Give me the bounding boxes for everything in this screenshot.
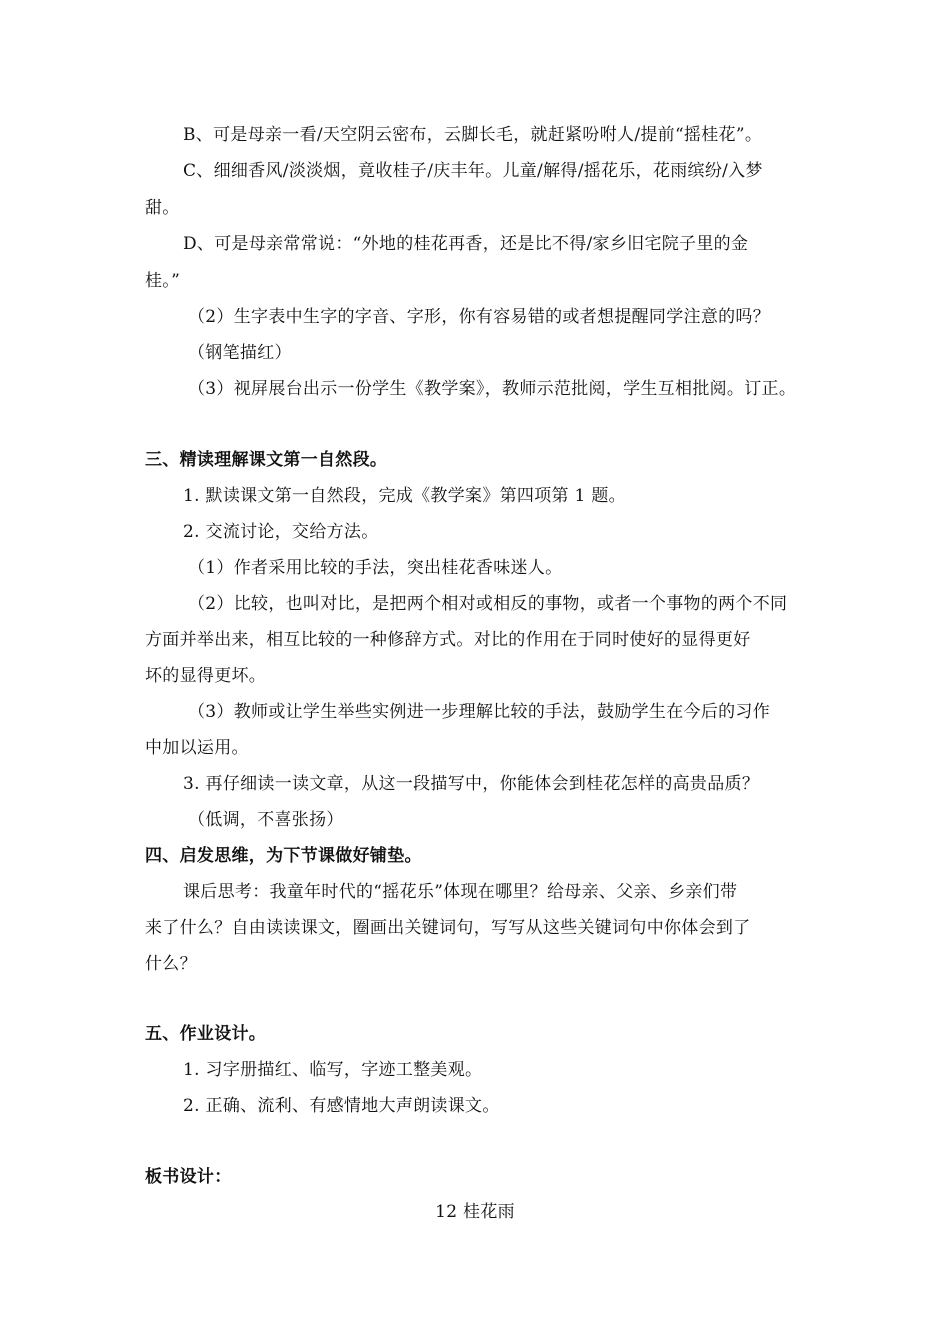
- option-c-line: C、细细香风/淡淡烟，竟收桂子/庆丰年。儿童/解得/摇花乐，花雨缤纷/入梦: [183, 161, 763, 181]
- section-3-item-3: 3. 再仔细读一读文章，从这一段描写中，你能体会到桂花怎样的高贵品质？: [183, 774, 760, 794]
- section-3-point-2: （2）比较，也叫对比，是把两个相对或相反的事物，或者一个事物的两个不同: [188, 594, 788, 614]
- section-4-line-2: 来了什么？自由读读课文，圈画出关键词句，写写从这些关键词句中你体会到了: [145, 918, 751, 938]
- section-5-item-1: 1. 习字册描红、临写，字迹工整美观。: [183, 1060, 483, 1080]
- section-3-point-2-end: 坏的显得更坏。: [145, 666, 267, 686]
- board-title: 12 桂花雨: [435, 1202, 515, 1222]
- section-3-item-3-answer: （低调，不喜张扬）: [188, 810, 344, 830]
- section-3-point-3: （3）教师或让学生举些实例进一步理解比较的手法，鼓励学生在今后的习作: [188, 702, 771, 722]
- section-3-heading: 三、精读理解课文第一自然段。: [145, 450, 388, 470]
- section-4-heading: 四、启发思维，为下节课做好铺垫。: [145, 846, 422, 866]
- board-design-heading: 板书设计：: [145, 1167, 232, 1187]
- section-5-heading: 五、作业设计。: [145, 1024, 267, 1044]
- section-5-item-2: 2. 正确、流利、有感情地大声朗读课文。: [183, 1096, 500, 1116]
- option-d-line-cont: 桂。”: [145, 271, 181, 291]
- option-b-line: B、可是母亲一看/天空阴云密布，云脚长毛，就赶紧吩咐人/提前“摇桂花”。: [183, 125, 763, 145]
- question-2-line: （2）生字表中生字的字音、字形，你有容易错的或者想提醒同学注意的吗？: [188, 307, 771, 327]
- section-3-point-2-cont: 方面并举出来，相互比较的一种修辞方式。对比的作用在于同时使好的显得更好: [145, 630, 751, 650]
- question-2-note: （钢笔描红）: [188, 343, 292, 363]
- section-4-line-3: 什么？: [145, 954, 197, 974]
- section-3-item-2: 2. 交流讨论，交给方法。: [183, 522, 379, 542]
- section-3-point-3-cont: 中加以运用。: [145, 738, 249, 758]
- option-c-line-cont: 甜。: [145, 198, 180, 218]
- option-d-line: D、可是母亲常常说：“外地的桂花再香，还是比不得/家乡旧宅院子里的金: [183, 234, 749, 254]
- section-4-line-1: 课后思考：我童年时代的“摇花乐”体现在哪里？给母亲、父亲、乡亲们带: [183, 882, 738, 902]
- section-3-item-1: 1. 默读课文第一自然段，完成《教学案》第四项第 1 题。: [183, 486, 626, 506]
- section-3-point-1: （1）作者采用比较的手法，突出桂花香味迷人。: [188, 558, 563, 578]
- question-3-line: （3）视屏展台出示一份学生《教学案》，教师示范批阅，学生互相批阅。订正。: [188, 379, 797, 399]
